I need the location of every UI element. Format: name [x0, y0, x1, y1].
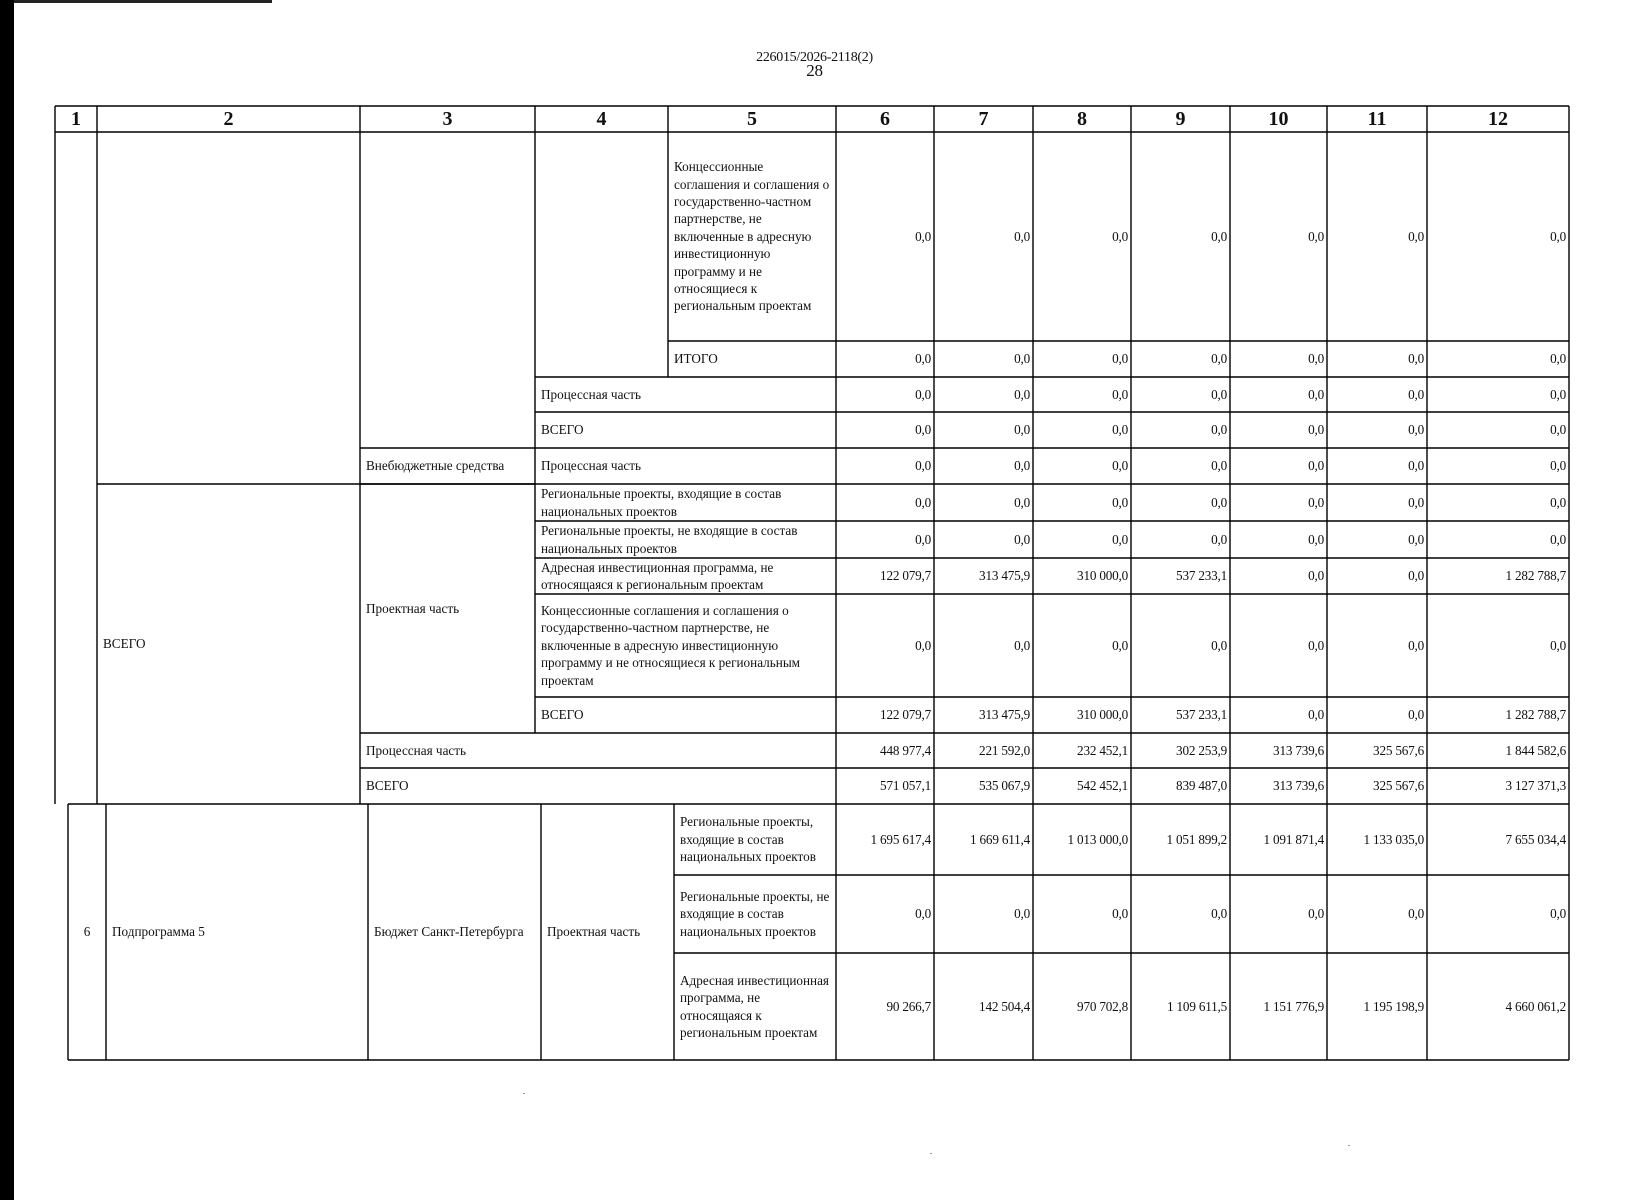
value-cell: 0,0	[1014, 458, 1030, 474]
row-label-project-part: Проектная часть	[366, 600, 460, 616]
value-cell: 0,0	[1408, 458, 1424, 474]
value-cell: 7 655 034,4	[1505, 831, 1566, 847]
value-cell: 1 151 776,9	[1263, 998, 1324, 1014]
value-cell: 0,0	[1112, 351, 1128, 367]
value-cell: 232 452,1	[1077, 742, 1128, 758]
value-cell: 142 504,4	[979, 998, 1030, 1014]
value-cell: 0,0	[1112, 906, 1128, 922]
value-cell: 0,0	[1308, 637, 1324, 653]
value-cell: 302 253,9	[1176, 742, 1227, 758]
value-cell: 1 695 617,4	[870, 831, 931, 847]
column-header: 4	[596, 107, 607, 130]
page-number: 28	[806, 61, 823, 80]
value-cell: 0,0	[915, 458, 931, 474]
value-cell: 1 013 000,0	[1067, 831, 1128, 847]
value-cell: 0,0	[1014, 531, 1030, 547]
value-cell: 0,0	[1112, 228, 1128, 244]
value-cell: 1 133 035,0	[1363, 831, 1424, 847]
value-cell: 0,0	[1550, 351, 1566, 367]
value-cell: 0,0	[1014, 494, 1030, 510]
value-cell: 0,0	[1308, 707, 1324, 723]
value-cell: 0,0	[915, 422, 931, 438]
value-cell: 1 844 582,6	[1505, 742, 1566, 758]
value-cell: 0,0	[1550, 637, 1566, 653]
value-cell: 0,0	[915, 531, 931, 547]
value-cell: 0,0	[1112, 422, 1128, 438]
value-cell: 122 079,7	[880, 707, 931, 723]
column-header: 7	[978, 107, 989, 130]
value-cell: 0,0	[1308, 458, 1324, 474]
value-cell: 0,0	[1211, 637, 1227, 653]
value-cell: 1 195 198,9	[1363, 998, 1424, 1014]
value-cell: 0,0	[1308, 494, 1324, 510]
value-cell: 0,0	[915, 228, 931, 244]
value-cell: 310 000,0	[1077, 707, 1128, 723]
value-cell: 0,0	[1014, 351, 1030, 367]
value-cell: 0,0	[1211, 531, 1227, 547]
value-cell: 325 567,6	[1373, 778, 1424, 794]
value-cell: 0,0	[915, 637, 931, 653]
value-cell: 0,0	[1211, 906, 1227, 922]
value-cell: 0,0	[1014, 422, 1030, 438]
value-cell: 0,0	[1408, 568, 1424, 584]
value-cell: 0,0	[1112, 531, 1128, 547]
value-cell: 448 977,4	[880, 742, 931, 758]
value-cell: 0,0	[1014, 637, 1030, 653]
value-cell: 3 127 371,3	[1505, 778, 1566, 794]
value-cell: 0,0	[1308, 422, 1324, 438]
value-cell: 313 475,9	[979, 568, 1030, 584]
value-cell: 0,0	[1308, 386, 1324, 402]
row-label-total: ВСЕГО	[541, 422, 584, 438]
value-cell: 0,0	[1408, 637, 1424, 653]
document-number: 226015/2026-2118(2)	[756, 50, 873, 65]
value-cell: 0,0	[1211, 228, 1227, 244]
row-label-aip: Адресная инвестиционная программа, не относящаяся к региональным проектам	[541, 559, 774, 592]
value-cell: 839 487,0	[1176, 778, 1227, 794]
value-cell: 1 051 899,2	[1166, 831, 1227, 847]
value-cell: 1 282 788,7	[1505, 568, 1566, 584]
value-cell: 0,0	[1550, 531, 1566, 547]
value-cell: 0,0	[915, 386, 931, 402]
value-cell: 0,0	[1211, 458, 1227, 474]
value-cell: 0,0	[1112, 494, 1128, 510]
value-cell: 571 057,1	[880, 778, 931, 794]
column-header: 11	[1367, 107, 1387, 130]
column-header: 8	[1077, 107, 1087, 130]
value-cell: 221 592,0	[979, 742, 1030, 758]
row-label-aip: Адресная инвестиционная программа, не относящаяся к региональным проектам	[680, 972, 829, 1040]
row-label-regional-not-in: Региональные проекты, не входящие в состав национальных проектов	[680, 888, 830, 939]
value-cell: 0,0	[1408, 906, 1424, 922]
value-cell: 0,0	[1211, 422, 1227, 438]
scan-speck	[930, 1153, 932, 1154]
column-header: 6	[880, 107, 890, 130]
row-number: 6	[83, 924, 91, 940]
value-cell: 0,0	[1211, 386, 1227, 402]
row-label-process-part: Процессная часть	[541, 386, 642, 402]
value-cell: 0,0	[1550, 228, 1566, 244]
value-cell: 0,0	[915, 906, 931, 922]
value-cell: 0,0	[1550, 458, 1566, 474]
value-cell: 535 067,9	[979, 778, 1030, 794]
value-cell: 0,0	[1112, 386, 1128, 402]
column-header: 12	[1488, 107, 1508, 130]
value-cell: 0,0	[1308, 228, 1324, 244]
row-label-subprogram: Подпрограмма 5	[112, 924, 205, 940]
value-cell: 0,0	[1408, 707, 1424, 723]
value-cell: 0,0	[1112, 458, 1128, 474]
value-cell: 122 079,7	[880, 568, 931, 584]
value-cell: 325 567,6	[1373, 742, 1424, 758]
scan-speck	[523, 1093, 525, 1094]
row-label-budget-spb: Бюджет Санкт-Петербурга	[374, 924, 524, 940]
value-cell: 0,0	[1550, 906, 1566, 922]
value-cell: 1 091 871,4	[1263, 831, 1324, 847]
value-cell: 0,0	[1408, 494, 1424, 510]
value-cell: 0,0	[915, 351, 931, 367]
value-cell: 0,0	[915, 494, 931, 510]
value-cell: 0,0	[1014, 228, 1030, 244]
value-cell: 542 452,1	[1077, 778, 1128, 794]
value-cell: 310 000,0	[1077, 568, 1128, 584]
row-label-extra-budget: Внебюджетные средства	[366, 458, 505, 474]
value-cell: 313 739,6	[1273, 778, 1324, 794]
value-cell: 0,0	[1308, 906, 1324, 922]
value-cell: 0,0	[1408, 386, 1424, 402]
value-cell: 0,0	[1211, 494, 1227, 510]
value-cell: 0,0	[1408, 228, 1424, 244]
column-header: 2	[223, 107, 234, 130]
row-label-total: ВСЕГО	[541, 707, 584, 723]
value-cell: 313 475,9	[979, 707, 1030, 723]
column-header: 1	[71, 107, 81, 130]
value-cell: 0,0	[1408, 531, 1424, 547]
row-label-itogo: ИТОГО	[674, 351, 718, 367]
value-cell: 0,0	[1408, 351, 1424, 367]
value-cell: 0,0	[1550, 494, 1566, 510]
row-label-total: ВСЕГО	[366, 778, 409, 794]
scan-speck	[1348, 1145, 1350, 1146]
value-cell: 1 282 788,7	[1505, 707, 1566, 723]
value-cell: 0,0	[1014, 906, 1030, 922]
row-label-concession: Концессионные соглашения и соглашения о государственно-частном партнерстве, не включенные в адресную инвестиционную программу и не относящиеся к региональным проектам	[674, 159, 830, 314]
value-cell: 0,0	[1550, 386, 1566, 402]
row-label-regional-in: Региональные проекты, входящие в состав национальных проектов	[541, 486, 782, 519]
row-label-regional-in: Региональные проекты, входящие в состав национальных проектов	[680, 814, 816, 865]
value-cell: 90 266,7	[886, 998, 931, 1014]
value-cell: 313 739,6	[1273, 742, 1324, 758]
column-header: 10	[1268, 107, 1289, 130]
row-label-project-part: Проектная часть	[547, 924, 641, 940]
value-cell: 0,0	[1408, 422, 1424, 438]
value-cell: 1 109 611,5	[1167, 998, 1227, 1014]
value-cell: 537 233,1	[1176, 568, 1227, 584]
row-label-total-section: ВСЕГО	[103, 636, 146, 652]
column-header: 3	[442, 107, 453, 130]
value-cell: 0,0	[1211, 351, 1227, 367]
value-cell: 4 660 061,2	[1505, 998, 1566, 1014]
value-cell: 0,0	[1308, 531, 1324, 547]
value-cell: 537 233,1	[1176, 707, 1227, 723]
column-header: 9	[1175, 107, 1186, 130]
row-label-process-part: Процессная часть	[366, 742, 467, 758]
value-cell: 1 669 611,4	[970, 831, 1030, 847]
value-cell: 0,0	[1014, 386, 1030, 402]
value-cell: 970 702,8	[1077, 998, 1128, 1014]
row-label-regional-not-in: Региональные проекты, не входящие в состав национальных проектов	[541, 523, 798, 556]
row-label-concession: Концессионные соглашения и соглашения о государственно-частном партнерстве, не включенные в адресную инвестиционную программу и не относящиеся к региональным проектам	[541, 602, 801, 688]
value-cell: 0,0	[1550, 422, 1566, 438]
value-cell: 0,0	[1308, 351, 1324, 367]
value-cell: 0,0	[1112, 637, 1128, 653]
column-header: 5	[747, 107, 757, 130]
row-label-process-part: Процессная часть	[541, 458, 642, 474]
value-cell: 0,0	[1308, 568, 1324, 584]
